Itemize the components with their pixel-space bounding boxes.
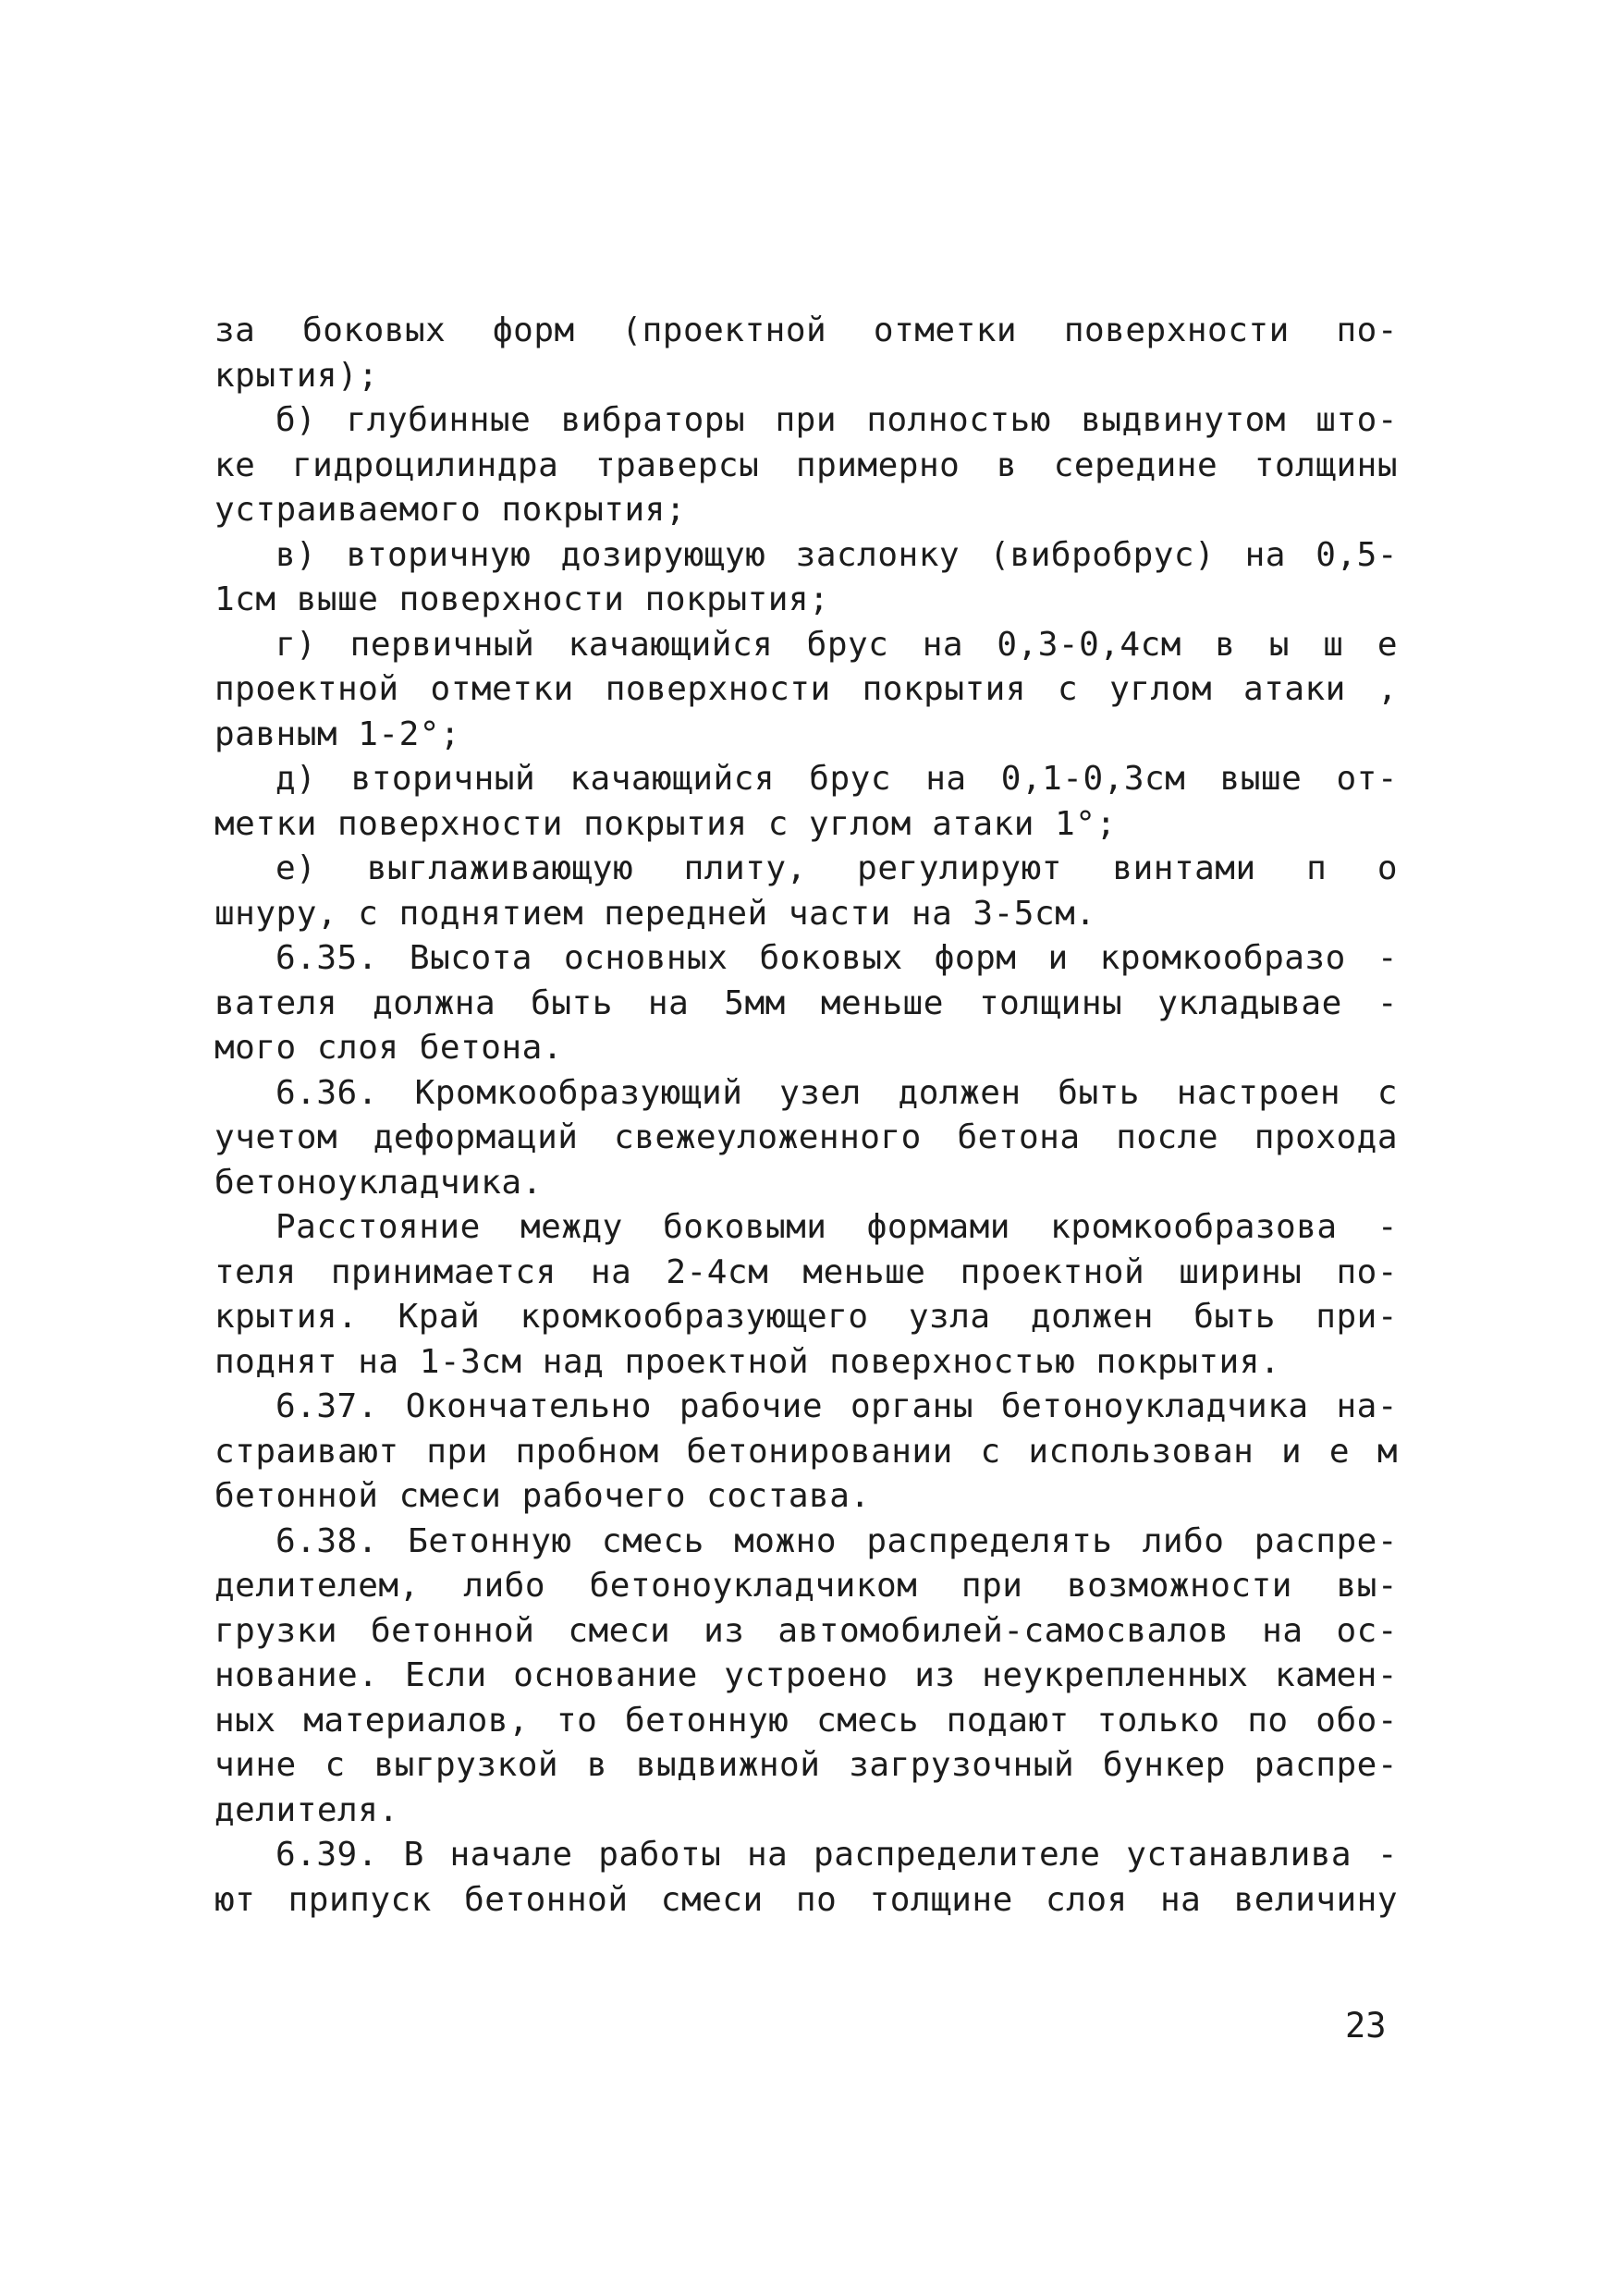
text-line: 6.39. В начале работы на распределителе устанавлива - — [275, 1836, 1398, 1874]
text-line: шнуру, с поднятием передней части на 3-5см. — [214, 894, 1096, 933]
text-line: проектной отметки поверхности покрытия с углом атаки , — [214, 670, 1398, 708]
text-line: ных материалов, то бетонную смесь подают только по обо- — [214, 1701, 1398, 1740]
paragraph-distance — [214, 1205, 1398, 1385]
text-line: учетом деформаций свежеуложенного бетона после прохода — [214, 1118, 1398, 1156]
paragraph-item-d — [214, 757, 1398, 847]
text-line: е) выглаживающую плиту, регулируют винтами п о — [275, 849, 1398, 887]
text-line: теля принимается на 2-4см меньше проектной ширины по- — [214, 1252, 1398, 1291]
paragraph-item-b — [214, 398, 1398, 533]
text-line: бетонной смеси рабочего состава. — [214, 1477, 871, 1515]
text-line: в) вторичную дозирующую заслонку (вибробрус) на 0,5- — [275, 535, 1398, 574]
paragraph-item-g — [214, 623, 1398, 758]
text-line: делителем, либо бетоноукладчиком при возможности вы- — [214, 1567, 1398, 1605]
text-line: нование. Если основание устроено из неукрепленных камен- — [214, 1656, 1398, 1694]
page-number: 23 — [1345, 2006, 1387, 2046]
text-line: ке гидроцилиндра траверсы примерно в середине толщины — [214, 446, 1398, 484]
text-line: 6.36. Кромкообразующий узел должен быть настроен с — [275, 1073, 1398, 1112]
paragraph-item-e — [214, 847, 1398, 936]
text-line: вателя должна быть на 5мм меньше толщины укладывае - — [214, 983, 1398, 1022]
text-line: за боковых форм (проектной отметки поверхности по- — [214, 311, 1398, 349]
paragraph-6-37 — [214, 1385, 1398, 1520]
text-line: бетоноукладчика. — [214, 1163, 543, 1202]
document-body — [214, 309, 1398, 1923]
text-line: делителя. — [214, 1790, 399, 1829]
text-line: крытия); — [214, 356, 379, 395]
text-line: поднят на 1-3см над проектной поверхностью покрытия. — [214, 1342, 1281, 1381]
text-line: 1см выше поверхности покрытия; — [214, 580, 830, 618]
text-line: метки поверхности покрытия с углом атаки 1°; — [214, 804, 1117, 843]
text-line: 6.35. Высота основных боковых форм и кромкообразо - — [275, 939, 1398, 977]
text-line: грузки бетонной смеси из автомобилей-самосвалов на ос- — [214, 1611, 1398, 1650]
paragraph-item-v — [214, 533, 1398, 623]
text-line: ют припуск бетонной смеси по толщине слоя на величину — [214, 1880, 1398, 1919]
text-line: мого слоя бетона. — [214, 1029, 563, 1067]
text-line: д) вторичный качающийся брус на 0,1-0,3см выше от- — [275, 760, 1398, 798]
text-line: б) глубинные вибраторы при полностью выдвинутом што- — [275, 401, 1398, 439]
text-line: 6.38. Бетонную смесь можно распределять либо распре- — [275, 1521, 1398, 1560]
text-line: Расстояние между боковыми формами кромкообразова - — [275, 1208, 1398, 1246]
text-line: 6.37. Окончательно рабочие органы бетоноукладчика на- — [275, 1387, 1398, 1425]
text-line: крытия. Край кромкообразующего узла должен быть при- — [214, 1298, 1398, 1336]
paragraph-continuation — [214, 309, 1398, 398]
text-line: г) первичный качающийся брус на 0,3-0,4см в ы ш е — [275, 625, 1398, 664]
text-line: чине с выгрузкой в выдвижной загрузочный бункер распре- — [214, 1746, 1398, 1784]
text-line: равным 1-2°; — [214, 714, 461, 753]
paragraph-6-39 — [214, 1833, 1398, 1923]
paragraph-6-36 — [214, 1071, 1398, 1206]
text-line: страивают при пробном бетонировании с использован и е м — [214, 1432, 1398, 1471]
text-line: устраиваемого покрытия; — [214, 491, 686, 529]
paragraph-6-35 — [214, 936, 1398, 1071]
paragraph-6-38 — [214, 1520, 1398, 1834]
